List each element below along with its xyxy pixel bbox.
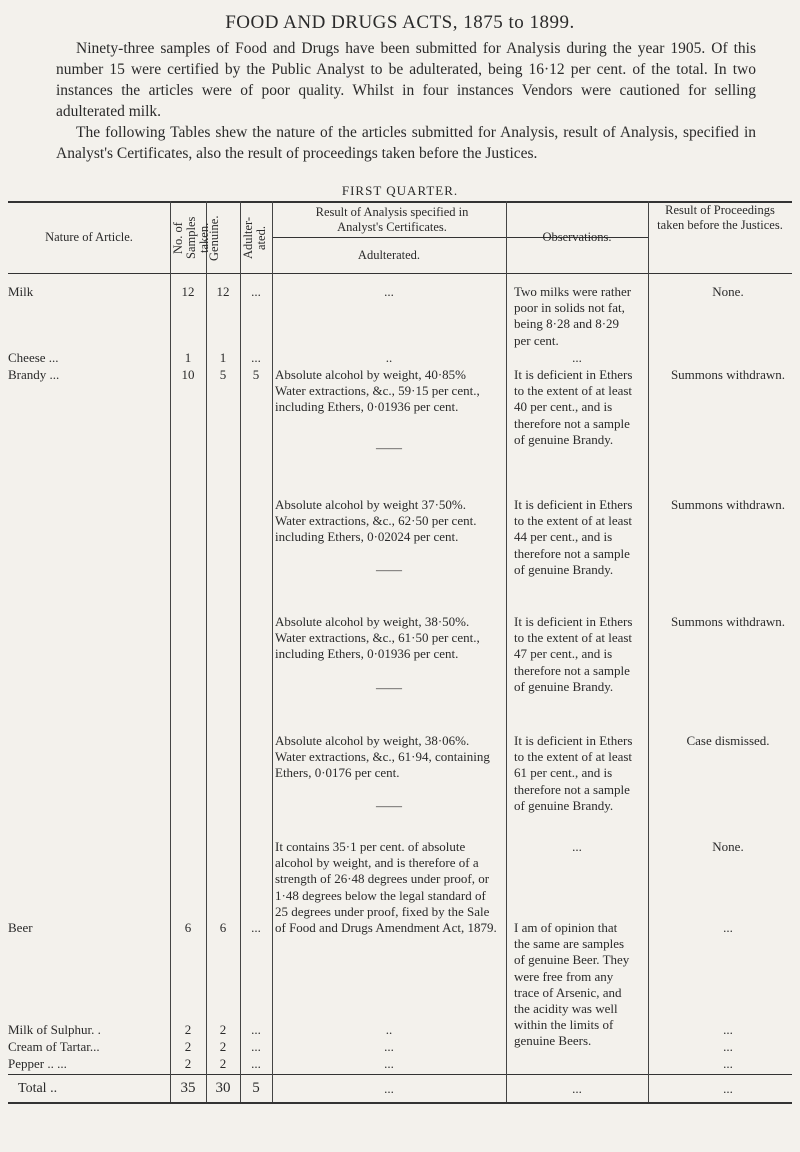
milk-adulterated: ...: [251, 284, 261, 299]
header-observations: Observations.: [542, 230, 612, 244]
pepper-result: ...: [384, 1056, 394, 1071]
table-row-cheese-name: Cheese ...: [8, 350, 59, 365]
table-bottom-rule: [8, 1102, 792, 1104]
total-genuine: 30: [215, 1080, 231, 1096]
table-row-pepper-name: Pepper .. ...: [8, 1056, 67, 1071]
tartar-proceedings: ...: [723, 1039, 733, 1054]
sulphur-adulterated: ...: [251, 1022, 261, 1037]
brandy-result-4: Absolute alcohol by weight, 38·06%. Water extractions, &c., 61·94, containing Ethers, 0·0176 per cent.: [275, 733, 490, 781]
tartar-samples: 2: [184, 1039, 192, 1054]
table-row-sulphur-name: Milk of Sulphur. .: [8, 1022, 101, 1037]
brandy-proceedings-4: Case dismissed.: [686, 733, 770, 748]
brandy-proceedings-5: None.: [712, 839, 744, 854]
brandy-proceedings-1: Summons withdrawn.: [670, 367, 786, 382]
beer-proceedings: ...: [723, 920, 733, 935]
column-rule: [206, 201, 207, 1102]
milk-observations: Two milks were rather poor in solids not fat, being 8·28 and 8·29 per cent.: [514, 284, 632, 348]
brandy-adulterated: 5: [252, 367, 260, 382]
header-result: Result of Analysis specified in Analyst's Certificates.: [315, 205, 469, 234]
table-row-beer-name: Beer: [8, 920, 33, 935]
header-nature: Nature of Article.: [45, 230, 133, 244]
total-samples: 35: [180, 1080, 196, 1096]
header-samples: No. of Samples taken.: [171, 216, 211, 260]
brandy-genuine: 5: [219, 367, 227, 382]
brandy-result-5: It contains 35·1 per cent. of absolute alcohol by weight, and is therefore of a strength of 26·48 degrees under proof, or 1·48 degrees below the legal standard of 25 degrees under proof, fixed by the Sale of Food and Drugs Amendment Act, 1879.: [275, 839, 497, 936]
total-result: ...: [384, 1081, 394, 1096]
brandy-result-3: Absolute alcohol by weight, 38·50%. Water extractions, &c., 61·50 per cent., including Ethers, 0·01936 per cent.: [275, 614, 480, 662]
intro-paragraph-1: Ninety-three samples of Food and Drugs have been submitted for Analysis during the year 1905. Of this number 15 were certified by the Public Analyst to be adulterated, being 16·12 per cent. of the total. In two instances the articles were of poor quality. Whilst in four instances Vendors were cautioned for selling adulterated milk.: [56, 40, 756, 120]
tartar-genuine: 2: [219, 1039, 227, 1054]
column-rule: [506, 201, 507, 1102]
table-row-milk-name: Milk: [8, 284, 34, 299]
tartar-result: ...: [384, 1039, 394, 1054]
brandy-observations-4: It is deficient in Ethers to the extent of at least 61 per cent., and is therefore not a sample of genuine Brandy.: [514, 733, 633, 813]
beer-observations: I am of opinion that the same are samples of genuine Beer. They were free from any trace of Arsenic, and the acidity was well within the limits of genuine Beers.: [514, 920, 630, 1049]
table-row-total-name: Total ..: [18, 1081, 58, 1096]
brandy-proceedings-2: Summons withdrawn.: [670, 497, 786, 512]
pepper-adulterated: ...: [251, 1056, 261, 1071]
brandy-proceedings-3: Summons withdrawn.: [670, 614, 786, 629]
brandy-dash-3: ——: [376, 680, 402, 695]
total-top-rule: [8, 1074, 792, 1075]
milk-proceedings: None.: [712, 284, 744, 299]
column-rule: [272, 201, 273, 1102]
sulphur-proceedings: ...: [723, 1022, 733, 1037]
pepper-samples: 2: [184, 1056, 192, 1071]
column-rule: [240, 201, 241, 1102]
column-rule: [170, 201, 171, 1102]
brandy-observations-5: ...: [572, 839, 582, 854]
milk-genuine: 12: [216, 284, 230, 299]
column-rule: [648, 201, 649, 1102]
header-result-sub: Adulterated.: [357, 248, 421, 262]
total-observations: ...: [572, 1081, 582, 1096]
table-row-tartar-name: Cream of Tartar...: [8, 1039, 100, 1054]
intro-paragraph-2: The following Tables shew the nature of the articles submitted for Analysis, result of Analysis, specified in Analyst's Certificates, also the result of proceedings taken before the Justices.: [56, 124, 756, 162]
brandy-observations-2: It is deficient in Ethers to the extent of at least 44 per cent., and is therefore not a sample of genuine Brandy.: [514, 497, 633, 577]
header-bottom-rule: [8, 273, 792, 274]
header-genuine: Genuine.: [207, 215, 221, 261]
header-adulterated: Adulter-ated.: [241, 216, 268, 260]
brandy-result-1: Absolute alcohol by weight, 40·85% Water extractions, &c., 59·15 per cent., including Ethers, 0·01936 per cent.: [275, 367, 480, 415]
header-proceedings: Result of Proceedings taken before the Justices.: [657, 203, 783, 232]
brandy-observations-3: It is deficient in Ethers to the extent of at least 47 per cent., and is therefore not a sample of genuine Brandy.: [514, 614, 633, 694]
cheese-observations: ...: [572, 350, 582, 365]
beer-samples: 6: [184, 920, 192, 935]
table-row-brandy-name: Brandy ...: [8, 367, 60, 382]
brandy-dash-2: ——: [376, 562, 402, 577]
cheese-adulterated: ...: [251, 350, 261, 365]
brandy-result-2: Absolute alcohol by weight 37·50%. Water extractions, &c., 62·50 per cent. including Ethers, 0·02024 per cent.: [275, 497, 477, 545]
sulphur-genuine: 2: [219, 1022, 227, 1037]
total-adulterated: 5: [252, 1080, 260, 1096]
tartar-adulterated: ...: [251, 1039, 261, 1054]
cheese-result: ..: [385, 350, 393, 365]
pepper-proceedings: ...: [723, 1056, 733, 1071]
brandy-dash-4: ——: [376, 798, 402, 813]
section-heading: FIRST QUARTER.: [341, 183, 459, 198]
sulphur-samples: 2: [184, 1022, 192, 1037]
total-proceedings: ...: [723, 1081, 733, 1096]
brandy-samples: 10: [181, 367, 195, 382]
milk-result: ...: [384, 284, 394, 299]
sulphur-result: ..: [385, 1022, 393, 1037]
page-title: FOOD AND DRUGS ACTS, 1875 to 1899.: [225, 12, 575, 33]
pepper-genuine: 2: [219, 1056, 227, 1071]
cheese-samples: 1: [184, 350, 192, 365]
milk-samples: 12: [181, 284, 195, 299]
brandy-observations-1: It is deficient in Ethers to the extent of at least 40 per cent., and is therefore not a sample of genuine Brandy.: [514, 367, 633, 447]
cheese-genuine: 1: [219, 350, 227, 365]
beer-genuine: 6: [219, 920, 227, 935]
beer-adulterated: ...: [251, 920, 261, 935]
brandy-dash-1: ——: [376, 440, 402, 455]
